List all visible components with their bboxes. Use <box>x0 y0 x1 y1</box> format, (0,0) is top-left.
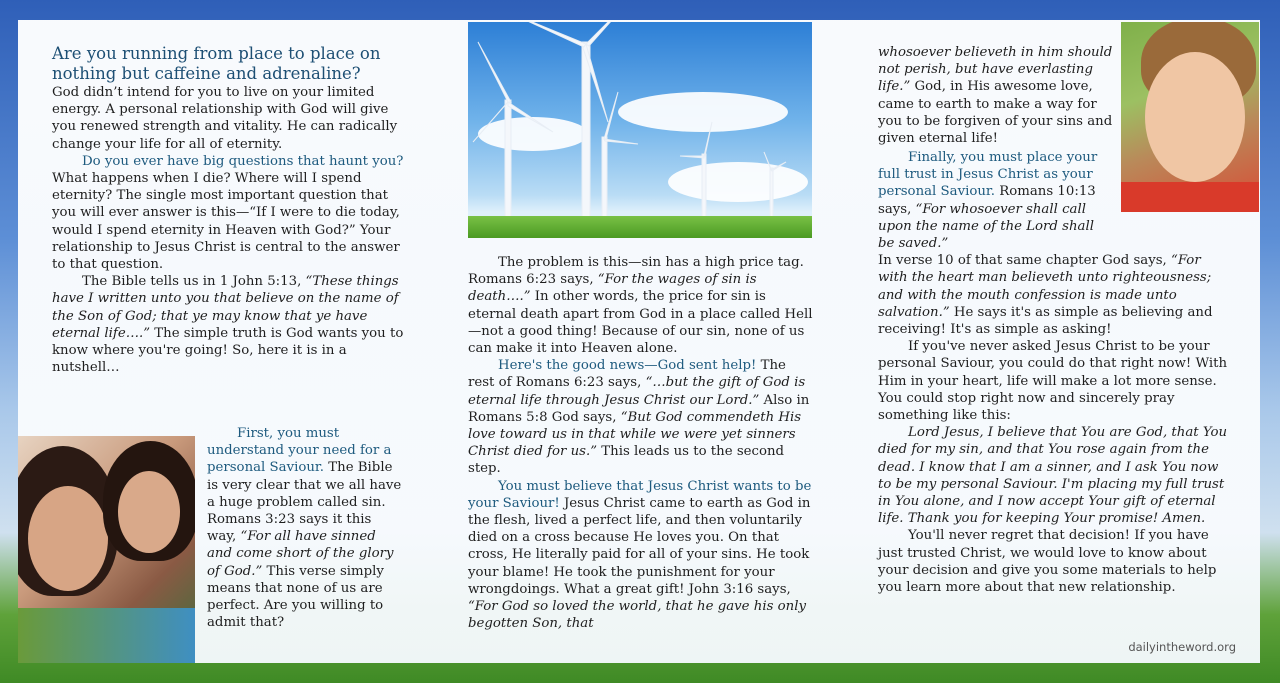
mother-face <box>28 486 108 591</box>
daughter-face <box>118 471 180 553</box>
scripture-quote: “For God so loved the world, that he gave his only begotten Son, that <box>468 599 806 632</box>
scripture-quote: “For with the heart man believeth unto righteousness; and with the mouth confession is made unto salvation.” <box>878 253 1212 320</box>
paragraph-text: In other words, the price for sin is eternal death apart from God in a place called Hell—not a good thing! Because of our sin, none of us can make it into Heaven alone. <box>468 289 813 357</box>
grass-strip <box>468 216 812 238</box>
turbine-drawing <box>468 22 812 238</box>
paragraph-text: The simple truth is God wants you to know where you're going! So, here it is in a nutshell… <box>52 325 404 376</box>
column-2 <box>468 254 814 632</box>
column-3-top <box>878 44 1114 147</box>
column-1 <box>52 44 412 376</box>
scripture-quote: whosoever believeth in him should not perish, but have everlasting life.” <box>878 45 1113 95</box>
smiling-boy-photo <box>1121 22 1259 212</box>
highlight-text: Finally, you must place your full trust in Jesus Christ as your personal Saviour. <box>878 150 1098 200</box>
paragraph-text: The rest of Romans 6:23 says, <box>468 358 786 391</box>
shirt-shape <box>1121 182 1259 212</box>
paragraph <box>878 252 1234 338</box>
prayer <box>878 424 1234 527</box>
paragraph <box>878 44 1114 147</box>
prayer-text: Lord Jesus, I believe that You are God, that You died for my sin, and that You rose again from the dead. I know that I am a sinner, and I ask You now to be my personal Saviour. I'm placing my full trust in You alone, and I now accept Your gift of eternal life. Thank you for keeping Your promise! Amen. <box>878 425 1228 527</box>
paragraph-text: Romans 10:13 says, <box>878 184 1096 217</box>
paragraph-text: Also in Romans 5:8 God says, <box>468 392 810 425</box>
highlight-text: Do you ever have big questions that haunt you? <box>82 153 404 169</box>
paragraph <box>52 153 412 273</box>
highlight-text: First, you must understand your need for a personal Saviour. <box>207 426 392 476</box>
paragraph-text: The Bible is very clear that we all have a huge problem called sin. Romans 3:23 says it this way, <box>207 460 402 545</box>
paragraph-text: This leads us to the second step. <box>468 444 785 477</box>
paragraph-text: The problem is this—sin has a high price tag. Romans 6:23 says, <box>468 255 804 288</box>
paragraph <box>207 425 404 631</box>
highlight-text: Here's the good news—God sent help! <box>498 358 757 374</box>
scripture-quote: “For all have sinned and come short of the glory of God.” <box>207 529 394 579</box>
clothing-shape <box>18 608 195 663</box>
column-3 <box>878 149 1234 596</box>
paragraph-text: He says it's as simple as believing and receiving! It's as simple as asking! <box>878 304 1213 338</box>
paragraph <box>468 357 814 477</box>
wind-turbines-photo <box>468 22 812 238</box>
paragraph: If you've never asked Jesus Christ to be your personal Saviour, you could do that right now! With Him in your heart, life will make a lot more sense. You could stop right now and sincerely pray something like this: <box>878 339 1228 424</box>
paragraph <box>878 149 1114 252</box>
paragraph <box>52 273 412 376</box>
scripture-quote: “For the wages of sin is death….” <box>468 272 757 305</box>
highlight-text: You must believe that Jesus Christ wants to be your Saviour! <box>468 478 812 511</box>
paragraph-text: In verse 10 of that same chapter God says, <box>878 253 1172 269</box>
scripture-quote: “For whosoever shall call upon the name of the Lord shall be saved.” <box>878 201 1094 252</box>
paragraph-text: The Bible tells us in 1 John 5:13, <box>82 274 306 290</box>
paragraph-text: God, in His awesome love, came to earth to make a way for you to be forgiven of your sins and given eternal life! <box>878 79 1113 147</box>
paragraph-text: Jesus Christ came to earth as God in the flesh, lived a perfect life, and then voluntarily died on a cross because He loves you. On that cross, He literally paid for all of your sins. He took your blame! He took the punishment for your wrongdoings. What a great gift! John 3:16 says, <box>468 495 811 597</box>
scripture-quote: “These things have I written unto you that believe on the name of the Son of God; that ye may know that ye have eternal life….” <box>52 274 399 341</box>
paragraph: God didn’t intend for you to live on your limited energy. A personal relationship with God will give you renewed strength and vitality. He can radically change your life for all of eternity. <box>52 85 398 152</box>
boy-face <box>1145 52 1245 182</box>
headline: Are you running from place to place on nothing but caffeine and adrenaline? <box>52 44 381 83</box>
column-1-lower <box>207 425 404 631</box>
paragraph-text: What happens when I die? Where will I spend eternity? The single most important question that you will ever answer is this—“If I were to die today, would I spend eternity in Heaven with God?” Your relationship to Jesus Christ is central to the answer to that question. <box>52 171 400 273</box>
paragraph-text: This verse simply means that none of us are perfect. Are you willing to admit that? <box>207 563 384 631</box>
mother-daughter-photo <box>18 436 195 663</box>
scripture-quote: “…but the gift of God is eternal life through Jesus Christ our Lord.” <box>468 375 806 408</box>
paragraph: You'll never regret that decision! If you have just trusted Christ, we would love to know about your decision and give you some materials to help you learn more about that new relationship. <box>878 528 1217 596</box>
website-link[interactable]: dailyintheword.org <box>1128 640 1236 654</box>
paragraph <box>468 478 814 633</box>
paragraph <box>468 254 814 357</box>
scripture-quote: “But God commendeth His love toward us in that while we were yet sinners Christ died for us.” <box>468 409 802 460</box>
